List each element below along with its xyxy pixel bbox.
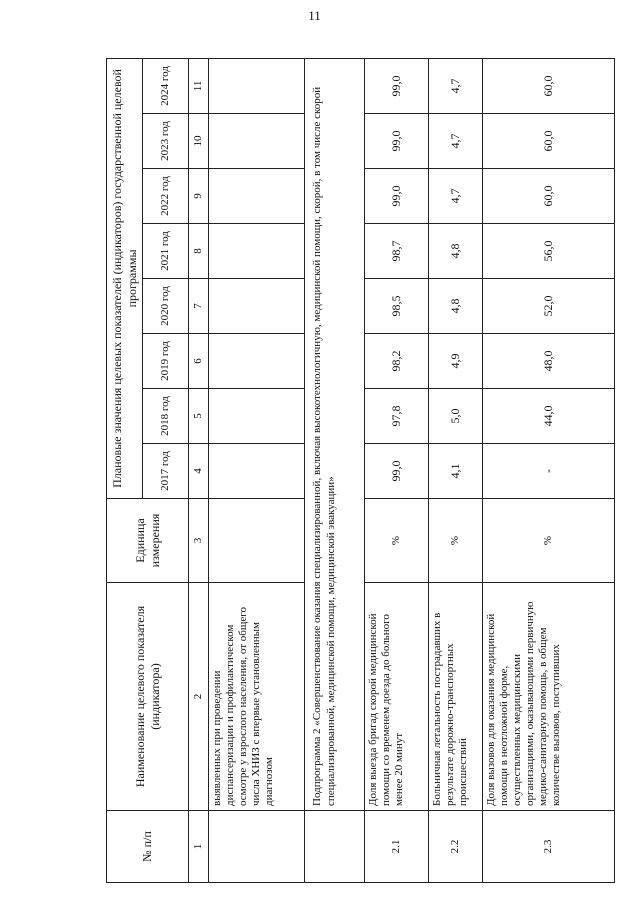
table-row: [365, 58, 429, 882]
header-plan: Плановые значения целевых показателей (индикаторов) государственной целевой программы: [107, 58, 143, 498]
row-value: 60,0: [483, 114, 615, 169]
row-unit: %: [483, 499, 615, 583]
row-value: -: [483, 444, 615, 499]
header-year: 2021 год: [143, 224, 189, 279]
header-year: 2017 год: [143, 444, 189, 499]
subprogram-title: Подпрограмма 2 «Совершенствование оказания специализированной, включая высокотехнологичную, медицинской помощи, скорой, в том числе скорой специализированной, медицинской помощи, медицинской эвакуации»: [305, 58, 365, 810]
column-index-row: [189, 58, 209, 882]
row-value: 56,0: [483, 224, 615, 279]
row-value: 98,7: [365, 224, 429, 279]
row-value: 4,7: [429, 169, 483, 224]
column-index: 10: [189, 114, 209, 169]
row-number: 2.2: [429, 811, 483, 883]
row-number: 2.1: [365, 811, 429, 883]
row-value: 4,9: [429, 334, 483, 389]
row-value: 5,0: [429, 389, 483, 444]
row-value: 99,0: [365, 444, 429, 499]
header-year: 2018 год: [143, 389, 189, 444]
row-value: 52,0: [483, 279, 615, 334]
row-number: [209, 811, 305, 883]
header-number: № п/п: [107, 811, 189, 883]
header-year: 2019 год: [143, 334, 189, 389]
table-row: [429, 58, 483, 882]
row-value: 44,0: [483, 389, 615, 444]
column-index: 4: [189, 444, 209, 499]
row-unit: %: [365, 499, 429, 583]
row-unit: [209, 499, 305, 583]
row-value: 4,7: [429, 114, 483, 169]
column-index: 9: [189, 169, 209, 224]
row-value: 4,1: [429, 444, 483, 499]
row-value: 99,0: [365, 169, 429, 224]
header-name: Наименование целевого показателя (индикатора): [107, 583, 189, 811]
row-value: 99,0: [365, 58, 429, 113]
row-value: 60,0: [483, 58, 615, 113]
table-row: [483, 58, 615, 882]
column-index: 3: [189, 499, 209, 583]
table-row: [209, 58, 305, 882]
row-value: 99,0: [365, 114, 429, 169]
subprogram-row: [305, 58, 365, 882]
column-index: 11: [189, 58, 209, 113]
header-year: 2023 год: [143, 114, 189, 169]
row-value: 4,8: [429, 279, 483, 334]
page-number: 11: [308, 8, 321, 23]
row-value: 4,8: [429, 224, 483, 279]
column-index: 6: [189, 334, 209, 389]
row-number: 2.3: [483, 811, 615, 883]
row-value: 48,0: [483, 334, 615, 389]
column-index: 1: [189, 811, 209, 883]
column-index: 7: [189, 279, 209, 334]
header-year: 2024 год: [143, 58, 189, 113]
row-value: 60,0: [483, 169, 615, 224]
header-year: 2020 год: [143, 279, 189, 334]
row-name: Доля вызовов для оказания медицинской помощи в неотложной форме, осуществленных медицинскими организациями, оказывающими первичную медико-санитарную помощь, в общем количестве вызовов, поступивших: [483, 583, 615, 811]
indicator-table: [106, 58, 615, 883]
row-name: Доля выезда бригад скорой медицинской помощи со временем доезда до больного менее 20 минут: [365, 583, 429, 811]
column-index: 2: [189, 583, 209, 811]
rotated-page: [106, 59, 614, 883]
column-index: 8: [189, 224, 209, 279]
header-row-1: [107, 58, 143, 882]
row-value: 98,2: [365, 334, 429, 389]
row-name: Больничная летальность пострадавших в результате дорожно-транспортных происшествий: [429, 583, 483, 811]
row-name: выявленных при проведении диспансеризации и профилактическом осмотре у взрослого населения, от общего числа ХНИЗ с впервые установленным диагнозом: [209, 583, 305, 811]
header-unit: Единица измерения: [107, 499, 189, 583]
row-unit: %: [429, 499, 483, 583]
column-index: 5: [189, 389, 209, 444]
row-value: 4,7: [429, 58, 483, 113]
row-value: 97,8: [365, 389, 429, 444]
header-year: 2022 год: [143, 169, 189, 224]
row-value: 98,5: [365, 279, 429, 334]
